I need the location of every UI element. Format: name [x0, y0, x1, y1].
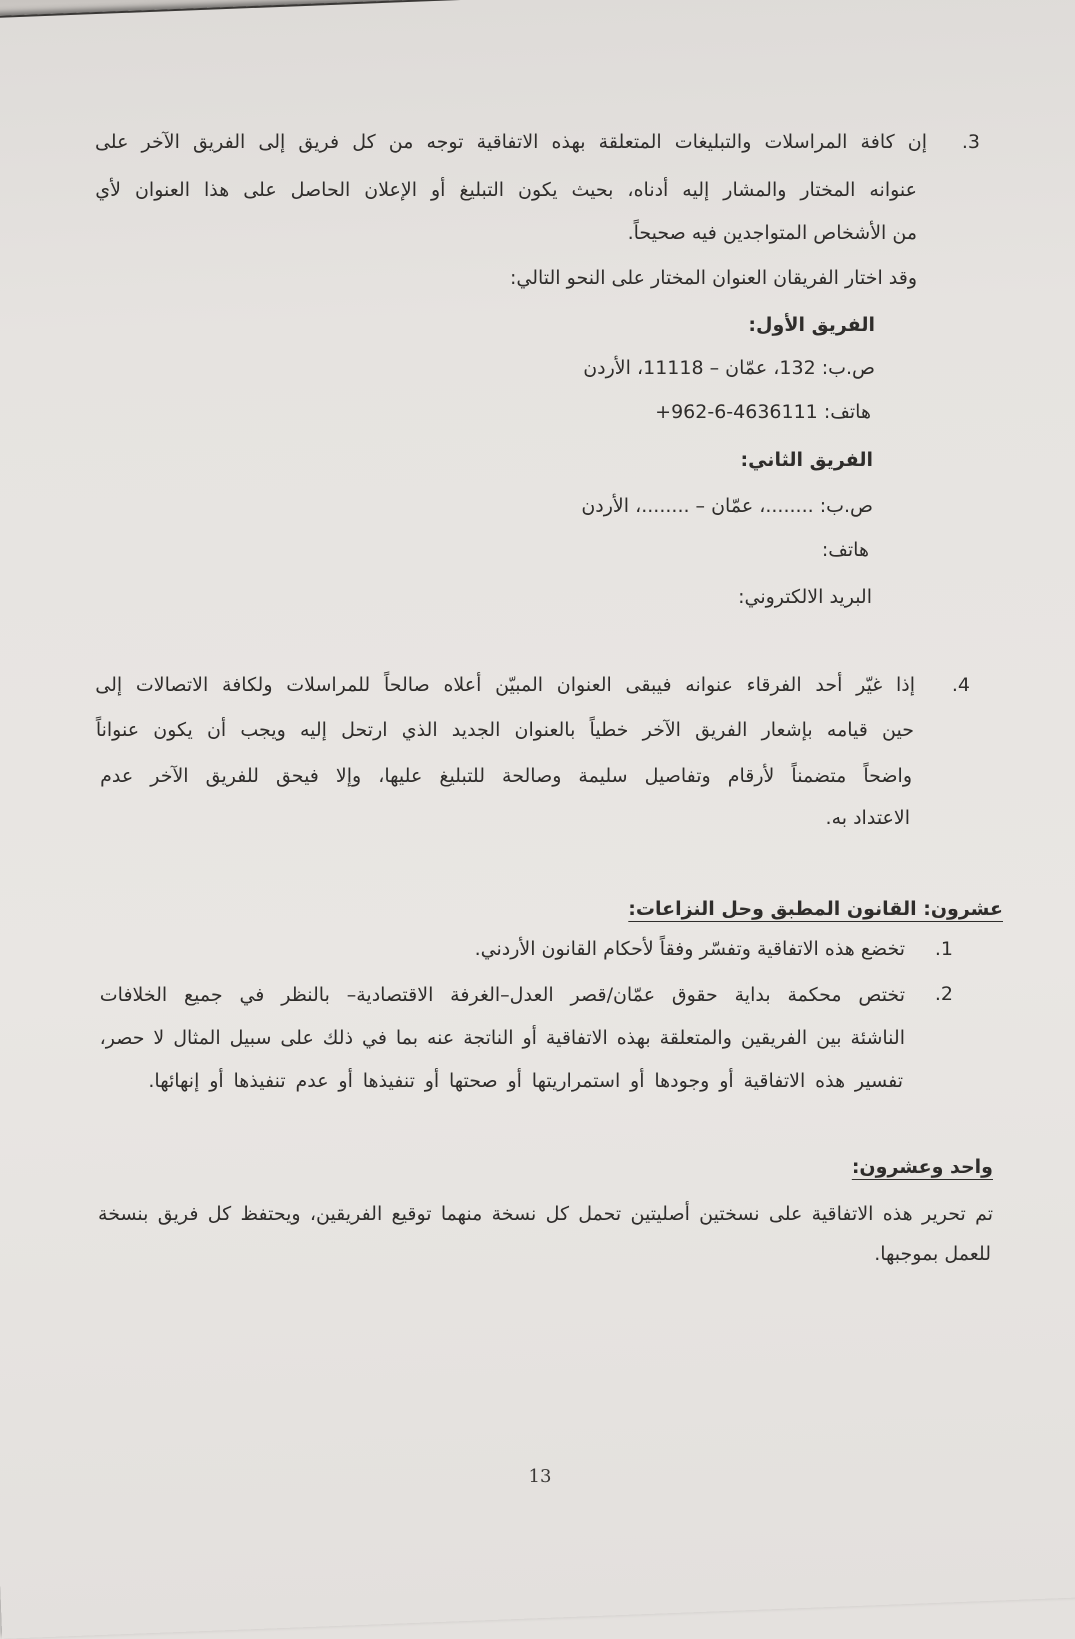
section-3-line-1: إن كافة المراسلات والتبليغات المتعلقة بهذه الاتفاقية توجه من كل فريق إلى الفريق الآخر على: [94, 131, 927, 153]
section-3-line-3: من الأشخاص المتواجدين فيه صحيحاً.: [627, 222, 917, 244]
section-4-line-4: الاعتداد به.: [825, 807, 910, 829]
section-4-line-2: حين قيامه بإشعار الفريق الآخر خطياً بالعنوان الجديد الذي ارتحل إليه ويجب أن يكون عنواناً: [95, 719, 914, 741]
page-number: 13: [528, 1466, 552, 1487]
section-3-line-2: عنوانه المختار والمشار إليه أدناه، بحيث يكون التبليغ أو الإعلان الحاصل على هذا العنوان لأي: [95, 179, 917, 201]
article-21-line-1: تم تحرير هذه الاتفاقية على نسختين أصليتين تحمل كل نسخة منهما توقيع الفريقين، ويحتفظ كل فريق بنسخة: [98, 1203, 993, 1225]
party-two-po-box: ص.ب: ........، عمّان – ........، الأردن: [581, 495, 873, 517]
address-intro: وقد اختار الفريقان العنوان المختار على النحو التالي:: [509, 267, 917, 289]
party-two-heading: الفريق الثاني:: [740, 449, 873, 471]
party-one-po-box: ص.ب: 132، عمّان – 11118، الأردن: [583, 357, 875, 379]
party-two-phone: هاتف:: [821, 539, 869, 561]
article-20-item-2-line-1: تختص محكمة بداية حقوق عمّان/قصر العدل–الغرفة الاقتصادية– بالنظر في جميع الخلافات: [99, 984, 905, 1006]
section-4-line-3: واضحاً متضمناً لأرقام وتفاصيل سليمة وصالحة للتبليغ عليها، وإلا فيحق للفريق الآخر عدم: [100, 765, 912, 787]
party-one-heading: الفريق الأول:: [748, 314, 875, 336]
section-3-number: 3.: [961, 131, 980, 153]
article-20-item-2-line-3: تفسير هذه الاتفاقية أو وجودها أو استمراريتها أو صحتها أو تنفيذها أو عدم تنفيذها أو إنهائها.: [148, 1070, 903, 1092]
section-4-number: 4.: [951, 674, 970, 696]
article-20-item-2-line-2: الناشئة بين الفريقين والمتعلقة بهذه الاتفاقية أو الناتجة عنه بما في ذلك على سبيل المثال لا حصر،: [99, 1027, 905, 1049]
article-21-line-2: للعمل بموجبها.: [874, 1243, 991, 1265]
article-20-item-1-number: 1.: [934, 938, 953, 960]
section-4-line-1: إذا غيّر أحد الفرقاء عنوانه فيبقى العنوان المبيّن أعلاه صالحاً للمراسلات ولكافة الاتصالات إلى: [95, 674, 915, 696]
article-21-heading: واحد وعشرون:: [851, 1156, 993, 1178]
party-one-phone: هاتف: 4636111-6-962+: [655, 401, 871, 423]
article-20-item-2-number: 2.: [934, 983, 953, 1005]
party-two-email: البريد الالكتروني:: [738, 586, 872, 608]
article-20-item-1: تخضع هذه الاتفاقية وتفسّر وفقاً لأحكام القانون الأردني.: [474, 938, 905, 960]
article-20-heading: عشرون: القانون المطبق وحل النزاعات:: [628, 898, 1003, 920]
